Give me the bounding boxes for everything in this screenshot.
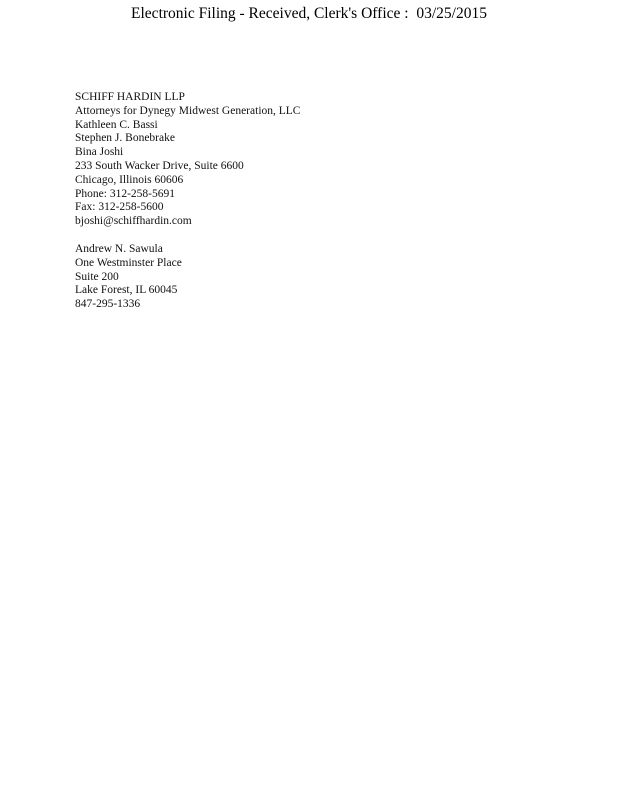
email-address: bjoshi@schiffhardin.com	[75, 215, 192, 228]
firm-name: SCHIFF HARDIN LLP	[75, 91, 185, 103]
fax-number: Fax: 312-258-5600	[75, 201, 164, 214]
street-address: 233 South Wacker Drive, Suite 6600	[75, 159, 244, 172]
suite-number: Suite 200	[75, 270, 119, 283]
phone-number: 847-295-1336	[75, 298, 141, 311]
street-address: One Westminster Place	[75, 256, 182, 269]
firm-address-block	[75, 91, 300, 229]
phone-number: Phone: 312-258-5691	[75, 187, 175, 200]
second-attorney-block	[75, 243, 182, 312]
attorney-name: Stephen J. Bonebrake	[75, 132, 175, 145]
filing-stamp-header: Electronic Filing - Received, Clerk's Office : 03/25/2015	[131, 5, 487, 22]
city-state-zip: Lake Forest, IL 60045	[75, 284, 178, 297]
city-state-zip: Chicago, Illinois 60606	[75, 173, 184, 186]
attorney-name: Bina Joshi	[75, 146, 124, 159]
attorney-name: Kathleen C. Bassi	[75, 118, 158, 131]
firm-role: Attorneys for Dynegy Midwest Generation, LLC	[75, 104, 301, 117]
attorney-name: Andrew N. Sawula	[75, 243, 163, 255]
